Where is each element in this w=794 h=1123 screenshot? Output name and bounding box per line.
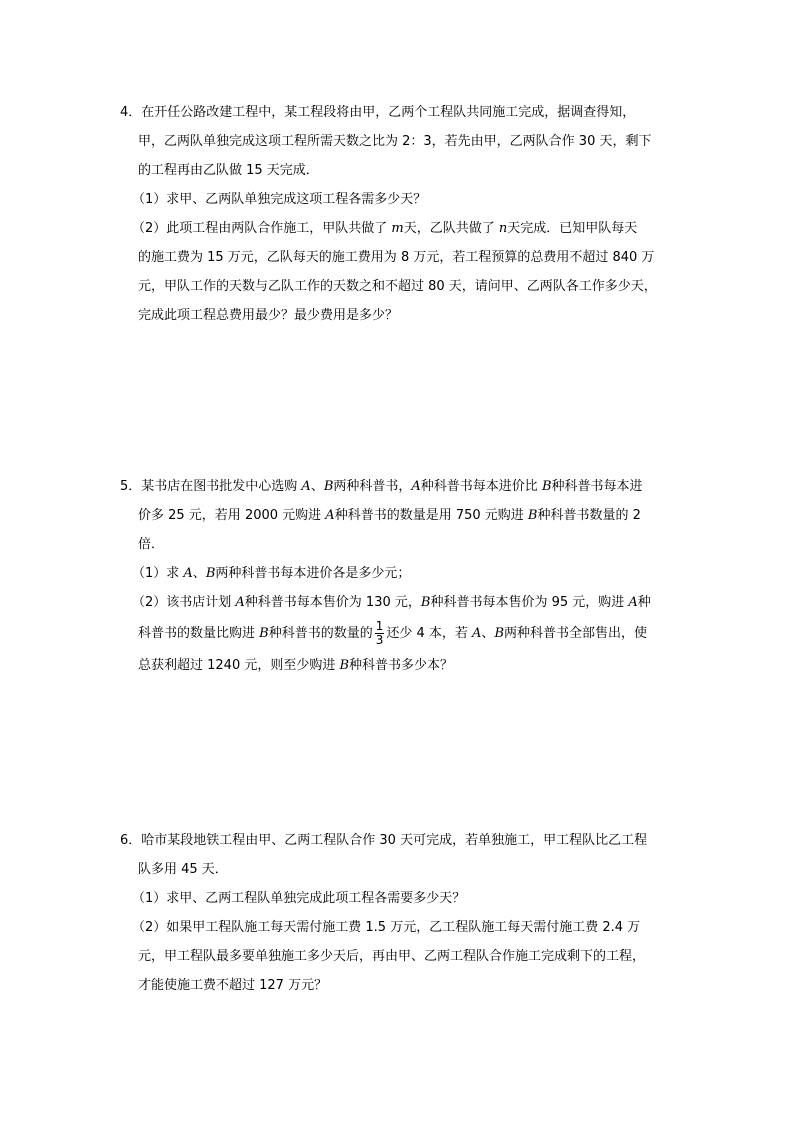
problem-4 bbox=[120, 98, 680, 330]
problem-4-question-2-line-4: 完成此项工程总费用最少？最少费用是多少？ bbox=[138, 308, 399, 323]
fraction-one-third: $\frac{1}{3}$ bbox=[375, 619, 384, 647]
problem-5-line-3: 倍． bbox=[138, 537, 165, 552]
problem-4-number: 4． bbox=[120, 105, 142, 120]
problem-4-question-2-line-1: （2）此项工程由两队合作施工，甲队共做了 m天，乙队共做了 n天完成．已知甲队每天 bbox=[132, 221, 638, 236]
problem-5-number: 5． bbox=[120, 479, 142, 494]
problem-5-line-1: 5．某书店在图书批发中心选购 A、B两种科普书，A种科普书每本进价比 B种科普书每本进 bbox=[120, 479, 643, 494]
variable-n: n bbox=[498, 221, 508, 236]
problem-6-line-1: 6．哈市某段地铁工程由甲、乙两工程队合作 30 天可完成，若单独施工，甲工程队比乙工程 bbox=[120, 833, 648, 848]
problem-6 bbox=[120, 826, 680, 1000]
problem-5-question-2-line-1: （2）该书店计划 A种科普书每本售价为 130 元，B种科普书每本售价为 95 元，购进 A种 bbox=[132, 595, 651, 610]
problem-6-question-1: （1）求甲、乙两工程队单独完成此项工程各需要多少天？ bbox=[132, 891, 466, 906]
problem-4-question-1: （1）求甲、乙两队单独完成这项工程各需多少天？ bbox=[132, 192, 427, 207]
problem-5-question-2-line-3: 总获利超过 1240 元，则至少购进 B种科普书多少本？ bbox=[138, 658, 454, 673]
problem-6-line-2: 队多用 45 天． bbox=[138, 862, 228, 877]
problem-4-question-2-line-2: 的施工费为 15 万元，乙队每天的施工费用为 8 万元，若工程预算的总费用不超过 840 万 bbox=[138, 250, 655, 265]
problem-5-question-1: （1）求 A、B两种科普书每本进价各是多少元； bbox=[132, 566, 411, 581]
problem-4-line-3: 的工程再由乙队做 15 天完成． bbox=[138, 163, 319, 178]
problem-5-line-2: 价多 25 元，若用 2000 元购进 A种科普书的数量是用 750 元购进 B种科普书数量的 2 bbox=[138, 508, 641, 523]
problem-4-question-2-line-3: 元，甲队工作的天数与乙队工作的天数之和不超过 80 天，请问甲、乙两队各工作多少天， bbox=[138, 279, 657, 294]
problem-6-question-2-line-3: 才能使施工费不超过 127 万元？ bbox=[138, 978, 328, 993]
variable-m: m bbox=[391, 221, 404, 236]
problem-5-question-2-line-2: 科普书的数量比购进 B种科普书的数量的 $\frac{1}{3}$ 还少 4 本，若 A、B两种科普书全部售出，使 bbox=[138, 619, 648, 647]
problem-4-line-1: 4．在开任公路改建工程中，某工程段将由甲，乙两个工程队共同施工完成，据调查得知， bbox=[120, 105, 636, 120]
problem-6-question-2-line-1: （2）如果甲工程队施工每天需付施工费 1.5 万元，乙工程队施工每天需付施工费 2.4 万 bbox=[132, 920, 641, 935]
problem-6-number: 6． bbox=[120, 833, 142, 848]
problem-4-line-2: 甲，乙两队单独完成这项工程所需天数之比为 2：3，若先由甲，乙两队合作 30 天，剩下 bbox=[138, 134, 652, 149]
problem-5 bbox=[120, 472, 680, 680]
problem-6-question-2-line-2: 元，甲工程队最多要单独施工多少天后，再由甲、乙两工程队合作施工完成剩下的工程， bbox=[138, 949, 646, 964]
